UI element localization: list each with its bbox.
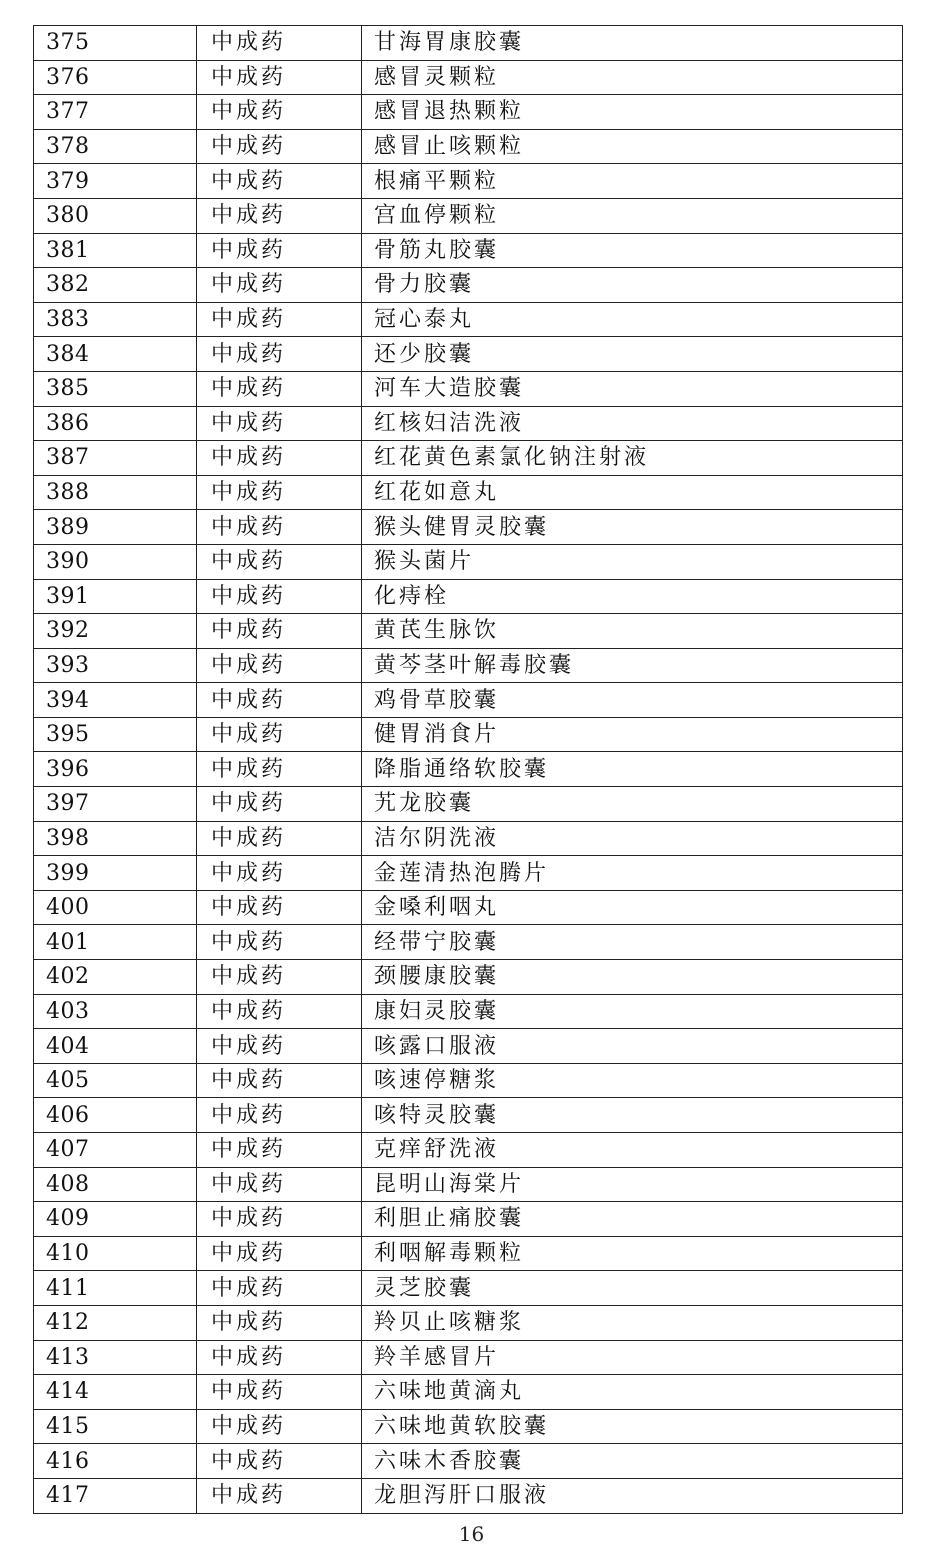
row-number-cell: 415 bbox=[34, 1409, 197, 1444]
table-row bbox=[34, 925, 903, 960]
table-row bbox=[34, 1029, 903, 1064]
category-cell: 中成药 bbox=[197, 1409, 362, 1444]
table-row bbox=[34, 787, 903, 822]
category-cell: 中成药 bbox=[197, 1029, 362, 1064]
drug-name-cell: 感冒灵颗粒 bbox=[362, 60, 903, 95]
category-cell: 中成药 bbox=[197, 890, 362, 925]
table-row bbox=[34, 1271, 903, 1306]
category-cell: 中成药 bbox=[197, 683, 362, 718]
table-row bbox=[34, 164, 903, 199]
category-cell: 中成药 bbox=[197, 994, 362, 1029]
row-number-cell: 411 bbox=[34, 1271, 197, 1306]
row-number-cell: 402 bbox=[34, 960, 197, 995]
category-cell: 中成药 bbox=[197, 1098, 362, 1133]
table-row bbox=[34, 95, 903, 130]
drug-name-cell: 健胃消食片 bbox=[362, 717, 903, 752]
drug-name-cell: 鸡骨草胶囊 bbox=[362, 683, 903, 718]
category-cell: 中成药 bbox=[197, 614, 362, 649]
drug-name-cell: 灵芝胶囊 bbox=[362, 1271, 903, 1306]
row-number-cell: 379 bbox=[34, 164, 197, 199]
row-number-cell: 375 bbox=[34, 26, 197, 61]
row-number-cell: 382 bbox=[34, 268, 197, 303]
table-row bbox=[34, 1444, 903, 1479]
category-cell: 中成药 bbox=[197, 164, 362, 199]
category-cell: 中成药 bbox=[197, 1478, 362, 1513]
table-row bbox=[34, 198, 903, 233]
category-cell: 中成药 bbox=[197, 1236, 362, 1271]
drug-name-cell: 艽龙胶囊 bbox=[362, 787, 903, 822]
drug-name-cell: 咳特灵胶囊 bbox=[362, 1098, 903, 1133]
category-cell: 中成药 bbox=[197, 1133, 362, 1168]
row-number-cell: 378 bbox=[34, 129, 197, 164]
drug-name-cell: 咳速停糖浆 bbox=[362, 1063, 903, 1098]
category-cell: 中成药 bbox=[197, 752, 362, 787]
category-cell: 中成药 bbox=[197, 821, 362, 856]
drug-name-cell: 感冒退热颗粒 bbox=[362, 95, 903, 130]
category-cell: 中成药 bbox=[197, 787, 362, 822]
drug-name-cell: 咳露口服液 bbox=[362, 1029, 903, 1064]
row-number-cell: 387 bbox=[34, 441, 197, 476]
row-number-cell: 408 bbox=[34, 1167, 197, 1202]
drug-name-cell: 康妇灵胶囊 bbox=[362, 994, 903, 1029]
drug-name-cell: 根痛平颗粒 bbox=[362, 164, 903, 199]
drug-name-cell: 河车大造胶囊 bbox=[362, 371, 903, 406]
row-number-cell: 390 bbox=[34, 544, 197, 579]
category-cell: 中成药 bbox=[197, 1340, 362, 1375]
table-row bbox=[34, 1340, 903, 1375]
table-row bbox=[34, 60, 903, 95]
drug-name-cell: 降脂通络软胶囊 bbox=[362, 752, 903, 787]
drug-name-cell: 金莲清热泡腾片 bbox=[362, 856, 903, 891]
drug-name-cell: 克痒舒洗液 bbox=[362, 1133, 903, 1168]
category-cell: 中成药 bbox=[197, 233, 362, 268]
table-row bbox=[34, 648, 903, 683]
category-cell: 中成药 bbox=[197, 1202, 362, 1237]
table-row bbox=[34, 233, 903, 268]
row-number-cell: 377 bbox=[34, 95, 197, 130]
drug-name-cell: 羚羊感冒片 bbox=[362, 1340, 903, 1375]
drug-name-cell: 感冒止咳颗粒 bbox=[362, 129, 903, 164]
table-row bbox=[34, 1098, 903, 1133]
page-number: 16 bbox=[458, 1522, 485, 1546]
category-cell: 中成药 bbox=[197, 475, 362, 510]
table-row bbox=[34, 960, 903, 995]
row-number-cell: 410 bbox=[34, 1236, 197, 1271]
row-number-cell: 393 bbox=[34, 648, 197, 683]
category-cell: 中成药 bbox=[197, 198, 362, 233]
row-number-cell: 409 bbox=[34, 1202, 197, 1237]
category-cell: 中成药 bbox=[197, 1375, 362, 1410]
drug-name-cell: 猴头健胃灵胶囊 bbox=[362, 510, 903, 545]
category-cell: 中成药 bbox=[197, 60, 362, 95]
row-number-cell: 394 bbox=[34, 683, 197, 718]
drug-name-cell: 甘海胃康胶囊 bbox=[362, 26, 903, 61]
table-row bbox=[34, 1478, 903, 1513]
table-row bbox=[34, 1133, 903, 1168]
row-number-cell: 376 bbox=[34, 60, 197, 95]
category-cell: 中成药 bbox=[197, 95, 362, 130]
category-cell: 中成药 bbox=[197, 579, 362, 614]
table-row bbox=[34, 579, 903, 614]
category-cell: 中成药 bbox=[197, 960, 362, 995]
drug-name-cell: 骨筋丸胶囊 bbox=[362, 233, 903, 268]
row-number-cell: 388 bbox=[34, 475, 197, 510]
category-cell: 中成药 bbox=[197, 856, 362, 891]
drug-name-cell: 还少胶囊 bbox=[362, 337, 903, 372]
drug-name-cell: 红核妇洁洗液 bbox=[362, 406, 903, 441]
table-row bbox=[34, 1375, 903, 1410]
row-number-cell: 381 bbox=[34, 233, 197, 268]
table-row bbox=[34, 406, 903, 441]
row-number-cell: 416 bbox=[34, 1444, 197, 1479]
row-number-cell: 386 bbox=[34, 406, 197, 441]
row-number-cell: 397 bbox=[34, 787, 197, 822]
category-cell: 中成药 bbox=[197, 1305, 362, 1340]
drug-name-cell: 化痔栓 bbox=[362, 579, 903, 614]
drug-name-cell: 经带宁胶囊 bbox=[362, 925, 903, 960]
table-row bbox=[34, 1063, 903, 1098]
table-row bbox=[34, 1305, 903, 1340]
row-number-cell: 414 bbox=[34, 1375, 197, 1410]
category-cell: 中成药 bbox=[197, 1271, 362, 1306]
row-number-cell: 401 bbox=[34, 925, 197, 960]
category-cell: 中成药 bbox=[197, 129, 362, 164]
row-number-cell: 395 bbox=[34, 717, 197, 752]
row-number-cell: 407 bbox=[34, 1133, 197, 1168]
row-number-cell: 380 bbox=[34, 198, 197, 233]
table-row bbox=[34, 717, 903, 752]
drug-name-cell: 利咽解毒颗粒 bbox=[362, 1236, 903, 1271]
row-number-cell: 404 bbox=[34, 1029, 197, 1064]
table-row bbox=[34, 752, 903, 787]
category-cell: 中成药 bbox=[197, 925, 362, 960]
table-row bbox=[34, 129, 903, 164]
drug-name-cell: 猴头菌片 bbox=[362, 544, 903, 579]
category-cell: 中成药 bbox=[197, 302, 362, 337]
row-number-cell: 405 bbox=[34, 1063, 197, 1098]
table-row bbox=[34, 1236, 903, 1271]
drug-name-cell: 宫血停颗粒 bbox=[362, 198, 903, 233]
drug-name-cell: 黄芪生脉饮 bbox=[362, 614, 903, 649]
drug-name-cell: 羚贝止咳糖浆 bbox=[362, 1305, 903, 1340]
category-cell: 中成药 bbox=[197, 371, 362, 406]
drug-name-cell: 昆明山海棠片 bbox=[362, 1167, 903, 1202]
category-cell: 中成药 bbox=[197, 406, 362, 441]
table-row bbox=[34, 475, 903, 510]
table-row bbox=[34, 1202, 903, 1237]
drug-name-cell: 金嗓利咽丸 bbox=[362, 890, 903, 925]
drug-name-cell: 冠心泰丸 bbox=[362, 302, 903, 337]
category-cell: 中成药 bbox=[197, 337, 362, 372]
row-number-cell: 396 bbox=[34, 752, 197, 787]
row-number-cell: 413 bbox=[34, 1340, 197, 1375]
row-number-cell: 417 bbox=[34, 1478, 197, 1513]
category-cell: 中成药 bbox=[197, 268, 362, 303]
table-row bbox=[34, 1409, 903, 1444]
category-cell: 中成药 bbox=[197, 510, 362, 545]
table-row bbox=[34, 890, 903, 925]
drug-list-sheet bbox=[33, 25, 903, 1514]
category-cell: 中成药 bbox=[197, 1167, 362, 1202]
drug-name-cell: 六味地黄软胶囊 bbox=[362, 1409, 903, 1444]
table-row bbox=[34, 821, 903, 856]
table-row bbox=[34, 441, 903, 476]
drug-name-cell: 颈腰康胶囊 bbox=[362, 960, 903, 995]
drug-name-cell: 红花如意丸 bbox=[362, 475, 903, 510]
category-cell: 中成药 bbox=[197, 648, 362, 683]
row-number-cell: 392 bbox=[34, 614, 197, 649]
drug-name-cell: 洁尔阴洗液 bbox=[362, 821, 903, 856]
category-cell: 中成药 bbox=[197, 1063, 362, 1098]
table-row bbox=[34, 268, 903, 303]
drug-name-cell: 六味木香胶囊 bbox=[362, 1444, 903, 1479]
table-row bbox=[34, 371, 903, 406]
drug-name-cell: 红花黄色素氯化钠注射液 bbox=[362, 441, 903, 476]
table-row bbox=[34, 614, 903, 649]
table-row bbox=[34, 510, 903, 545]
category-cell: 中成药 bbox=[197, 717, 362, 752]
table-row bbox=[34, 1167, 903, 1202]
row-number-cell: 398 bbox=[34, 821, 197, 856]
drug-name-cell: 黄芩茎叶解毒胶囊 bbox=[362, 648, 903, 683]
drug-name-cell: 利胆止痛胶囊 bbox=[362, 1202, 903, 1237]
category-cell: 中成药 bbox=[197, 1444, 362, 1479]
row-number-cell: 389 bbox=[34, 510, 197, 545]
row-number-cell: 412 bbox=[34, 1305, 197, 1340]
row-number-cell: 399 bbox=[34, 856, 197, 891]
table-row bbox=[34, 683, 903, 718]
row-number-cell: 400 bbox=[34, 890, 197, 925]
category-cell: 中成药 bbox=[197, 26, 362, 61]
table-row bbox=[34, 994, 903, 1029]
drug-list-table bbox=[33, 25, 903, 1514]
drug-name-cell: 六味地黄滴丸 bbox=[362, 1375, 903, 1410]
row-number-cell: 383 bbox=[34, 302, 197, 337]
drug-name-cell: 骨力胶囊 bbox=[362, 268, 903, 303]
table-row bbox=[34, 26, 903, 61]
row-number-cell: 403 bbox=[34, 994, 197, 1029]
drug-list-table-body bbox=[34, 26, 903, 1514]
row-number-cell: 384 bbox=[34, 337, 197, 372]
row-number-cell: 391 bbox=[34, 579, 197, 614]
category-cell: 中成药 bbox=[197, 441, 362, 476]
category-cell: 中成药 bbox=[197, 544, 362, 579]
table-row bbox=[34, 544, 903, 579]
table-row bbox=[34, 856, 903, 891]
table-row bbox=[34, 337, 903, 372]
row-number-cell: 406 bbox=[34, 1098, 197, 1133]
drug-name-cell: 龙胆泻肝口服液 bbox=[362, 1478, 903, 1513]
table-row bbox=[34, 302, 903, 337]
row-number-cell: 385 bbox=[34, 371, 197, 406]
